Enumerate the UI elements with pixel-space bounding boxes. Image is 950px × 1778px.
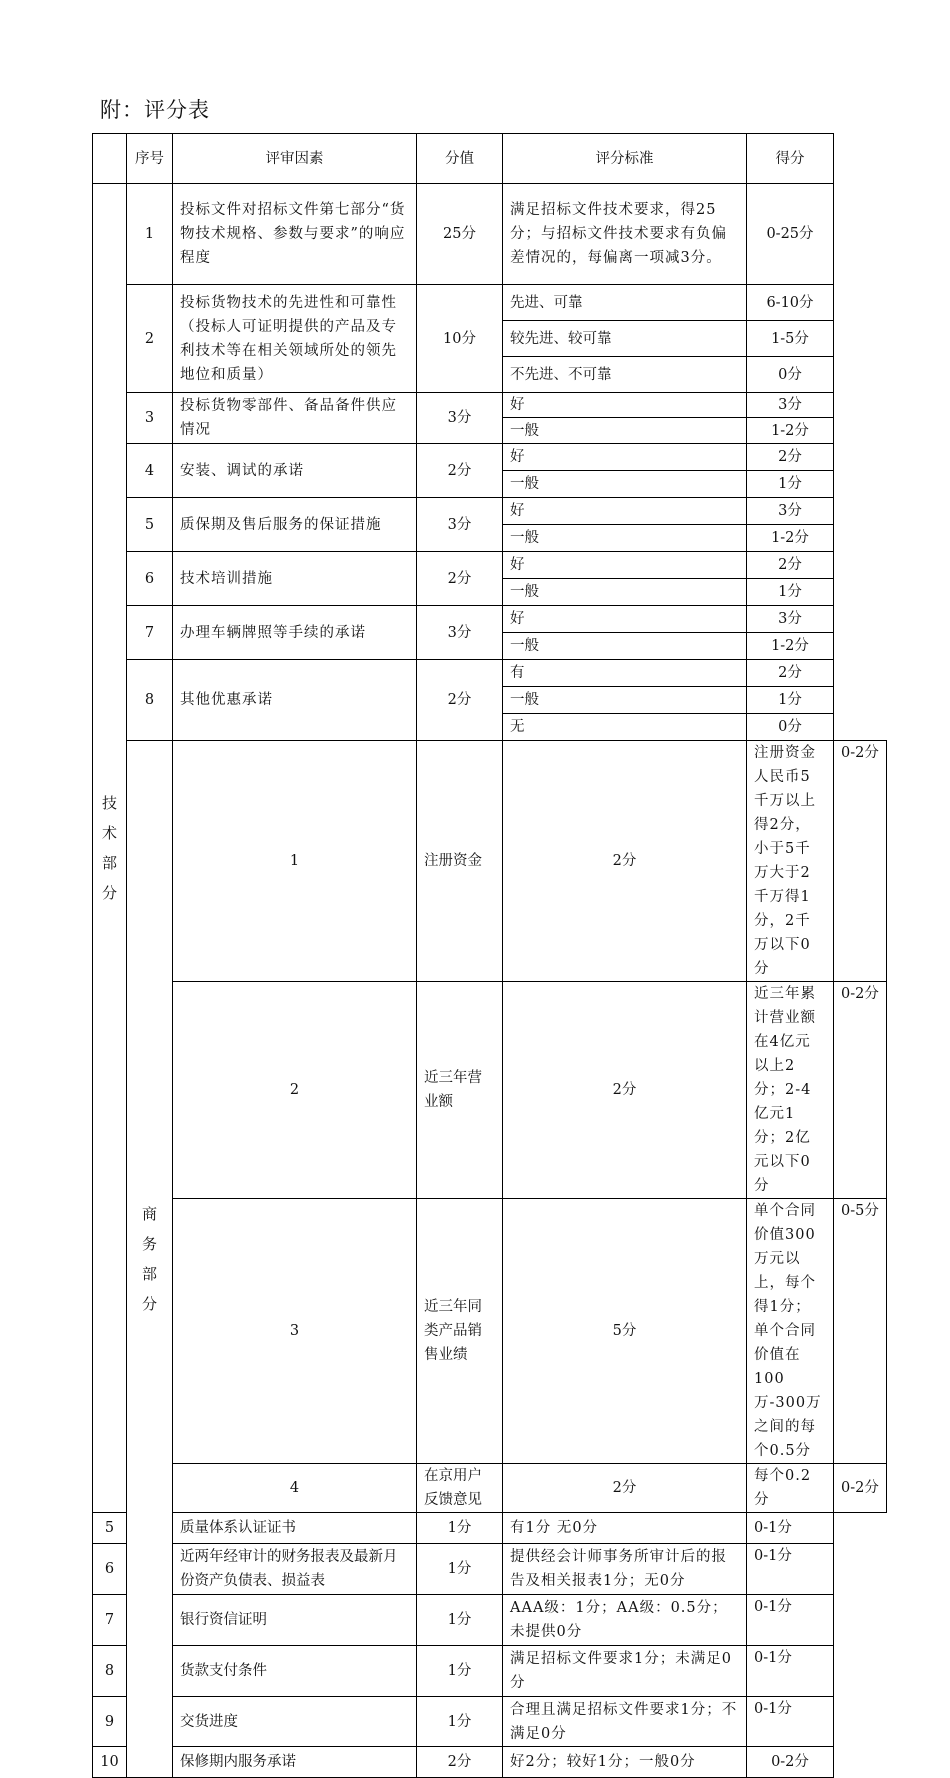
item-factor: 近三年营业额 — [417, 982, 503, 1199]
item-no: 3 — [127, 393, 173, 444]
item-points: 3分 — [417, 393, 503, 444]
item-criteria: 一般 — [503, 579, 747, 606]
item-points: 5分 — [503, 1199, 747, 1464]
section-technical: 技术部分 — [93, 184, 127, 1513]
item-criteria: 每个0.2分 — [747, 1464, 834, 1513]
item-no: 4 — [173, 1464, 417, 1513]
table-row — [93, 982, 887, 1199]
table-row — [93, 393, 887, 418]
item-score: 3分 — [747, 393, 834, 418]
table-row — [93, 1199, 887, 1464]
header-score: 得分 — [747, 134, 834, 184]
item-factor: 近两年经审计的财务报表及最新月份资产负债表、损益表 — [173, 1544, 417, 1595]
item-criteria: 单个合同价值300万元以上，每个得1分；单个合同价值在100万-300万之间的每个0.5分 — [747, 1199, 834, 1464]
item-no: 5 — [127, 498, 173, 552]
item-no: 6 — [127, 552, 173, 606]
item-points: 1分 — [417, 1697, 503, 1747]
item-factor: 技术培训措施 — [173, 552, 417, 606]
item-no: 4 — [127, 444, 173, 498]
item-score: 1分 — [747, 687, 834, 714]
item-factor: 投标货物零部件、备品备件供应情况 — [173, 393, 417, 444]
item-score: 0-2分 — [834, 982, 887, 1199]
item-score: 0-1分 — [747, 1646, 834, 1697]
item-factor: 交货进度 — [173, 1697, 417, 1747]
item-score: 1-2分 — [747, 418, 834, 444]
item-criteria: 一般 — [503, 418, 747, 444]
item-criteria: 好 — [503, 444, 747, 471]
item-criteria: 不先进、不可靠 — [503, 357, 747, 393]
item-points: 2分 — [503, 1464, 747, 1513]
item-no: 8 — [127, 660, 173, 741]
item-score: 3分 — [747, 498, 834, 525]
header-factor: 评审因素 — [173, 134, 417, 184]
table-row — [93, 1544, 887, 1595]
table-row — [93, 552, 887, 579]
item-no: 8 — [93, 1646, 127, 1697]
item-score: 0-2分 — [834, 1464, 887, 1513]
item-score: 3分 — [747, 606, 834, 633]
item-score: 1分 — [747, 579, 834, 606]
item-no: 5 — [93, 1513, 127, 1544]
item-score: 2分 — [747, 552, 834, 579]
item-criteria: 满足招标文件技术要求，得25分；与招标文件技术要求有负偏差情况的，每偏离一项减3分。 — [503, 184, 747, 285]
scoring-table — [92, 133, 887, 1778]
item-factor: 其他优惠承诺 — [173, 660, 417, 741]
table-row — [93, 285, 887, 321]
item-score: 0-1分 — [747, 1544, 834, 1595]
item-no: 1 — [127, 184, 173, 285]
item-no: 1 — [173, 741, 417, 982]
item-criteria: 一般 — [503, 471, 747, 498]
item-criteria: 好 — [503, 552, 747, 579]
item-score: 0分 — [747, 357, 834, 393]
item-factor: 近三年同类产品销售业绩 — [417, 1199, 503, 1464]
item-criteria: 一般 — [503, 633, 747, 660]
item-factor: 货款支付条件 — [173, 1646, 417, 1697]
header-row — [93, 134, 887, 184]
item-criteria: 一般 — [503, 687, 747, 714]
item-points: 1分 — [417, 1544, 503, 1595]
table-row — [93, 660, 887, 687]
item-no: 3 — [173, 1199, 417, 1464]
item-score: 1-2分 — [747, 525, 834, 552]
item-score: 2分 — [747, 444, 834, 471]
item-score: 0-1分 — [747, 1513, 834, 1544]
table-row — [93, 1697, 887, 1747]
item-factor: 投标文件对招标文件第七部分“货物技术规格、参数与要求”的响应程度 — [173, 184, 417, 285]
item-factor: 银行资信证明 — [173, 1595, 417, 1646]
item-score: 1-2分 — [747, 633, 834, 660]
item-score: 0-2分 — [747, 1747, 834, 1778]
item-no: 10 — [93, 1747, 127, 1778]
item-score: 6-10分 — [747, 285, 834, 321]
header-points: 分值 — [417, 134, 503, 184]
item-score: 2分 — [747, 660, 834, 687]
item-score: 0分 — [747, 714, 834, 741]
table-row — [93, 1646, 887, 1697]
table-row — [93, 1464, 887, 1513]
table-row — [93, 606, 887, 633]
item-no: 6 — [93, 1544, 127, 1595]
item-points: 2分 — [417, 444, 503, 498]
header-section — [93, 134, 127, 184]
item-criteria: 较先进、较可靠 — [503, 321, 747, 357]
item-criteria: 先进、可靠 — [503, 285, 747, 321]
item-points: 2分 — [417, 660, 503, 741]
header-criteria: 评分标准 — [503, 134, 747, 184]
item-criteria: 合理且满足招标文件要求1分；不满足0分 — [503, 1697, 747, 1747]
item-factor: 质保期及售后服务的保证措施 — [173, 498, 417, 552]
item-points: 3分 — [417, 606, 503, 660]
item-score: 0-5分 — [834, 1199, 887, 1464]
table-row — [93, 498, 887, 525]
item-criteria: AAA级：1分；AA级：0.5分；未提供0分 — [503, 1595, 747, 1646]
section-commercial: 商务部分 — [127, 741, 173, 1778]
item-points: 10分 — [417, 285, 503, 393]
item-criteria: 无 — [503, 714, 747, 741]
item-criteria: 近三年累计营业额在4亿元以上2分；2-4亿元1分；2亿元以下0分 — [747, 982, 834, 1199]
table-row — [93, 1747, 887, 1778]
page-title: 附：评分表 — [100, 98, 210, 122]
item-criteria: 有1分 无0分 — [503, 1513, 747, 1544]
item-criteria: 满足招标文件要求1分；未满足0分 — [503, 1646, 747, 1697]
header-no: 序号 — [127, 134, 173, 184]
item-score: 0-2分 — [834, 741, 887, 982]
item-no: 2 — [127, 285, 173, 393]
item-score: 1分 — [747, 471, 834, 498]
item-points: 2分 — [503, 982, 747, 1199]
item-factor: 投标货物技术的先进性和可靠性（投标人可证明提供的产品及专利技术等在相关领域所处的领先地位和质量） — [173, 285, 417, 393]
item-score: 0-25分 — [747, 184, 834, 285]
item-points: 25分 — [417, 184, 503, 285]
item-score: 0-1分 — [747, 1595, 834, 1646]
item-criteria: 好 — [503, 606, 747, 633]
table-row — [93, 1595, 887, 1646]
item-factor: 办理车辆牌照等手续的承诺 — [173, 606, 417, 660]
item-points: 1分 — [417, 1513, 503, 1544]
table-row — [93, 1513, 887, 1544]
item-factor: 保修期内服务承诺 — [173, 1747, 417, 1778]
item-factor: 质量体系认证证书 — [173, 1513, 417, 1544]
item-no: 2 — [173, 982, 417, 1199]
item-points: 2分 — [417, 552, 503, 606]
item-points: 1分 — [417, 1595, 503, 1646]
item-points: 3分 — [417, 498, 503, 552]
item-factor: 安装、调试的承诺 — [173, 444, 417, 498]
table-row — [93, 184, 887, 285]
item-points: 1分 — [417, 1646, 503, 1697]
item-criteria: 好2分；较好1分；一般0分 — [503, 1747, 747, 1778]
item-criteria: 有 — [503, 660, 747, 687]
item-criteria: 注册资金人民币5千万以上得2分，小于5千万大于2千万得1分，2千万以下0分 — [747, 741, 834, 982]
item-criteria: 好 — [503, 393, 747, 418]
item-criteria: 提供经会计师事务所审计后的报告及相关报表1分；无0分 — [503, 1544, 747, 1595]
item-no: 9 — [93, 1697, 127, 1747]
table-row — [93, 444, 887, 471]
item-criteria: 好 — [503, 498, 747, 525]
item-score: 0-1分 — [747, 1697, 834, 1747]
item-no: 7 — [93, 1595, 127, 1646]
item-points: 2分 — [503, 741, 747, 982]
item-factor: 在京用户反馈意见 — [417, 1464, 503, 1513]
item-no: 7 — [127, 606, 173, 660]
table-row — [93, 741, 887, 982]
item-points: 2分 — [417, 1747, 503, 1778]
item-criteria: 一般 — [503, 525, 747, 552]
item-score: 1-5分 — [747, 321, 834, 357]
item-factor: 注册资金 — [417, 741, 503, 982]
